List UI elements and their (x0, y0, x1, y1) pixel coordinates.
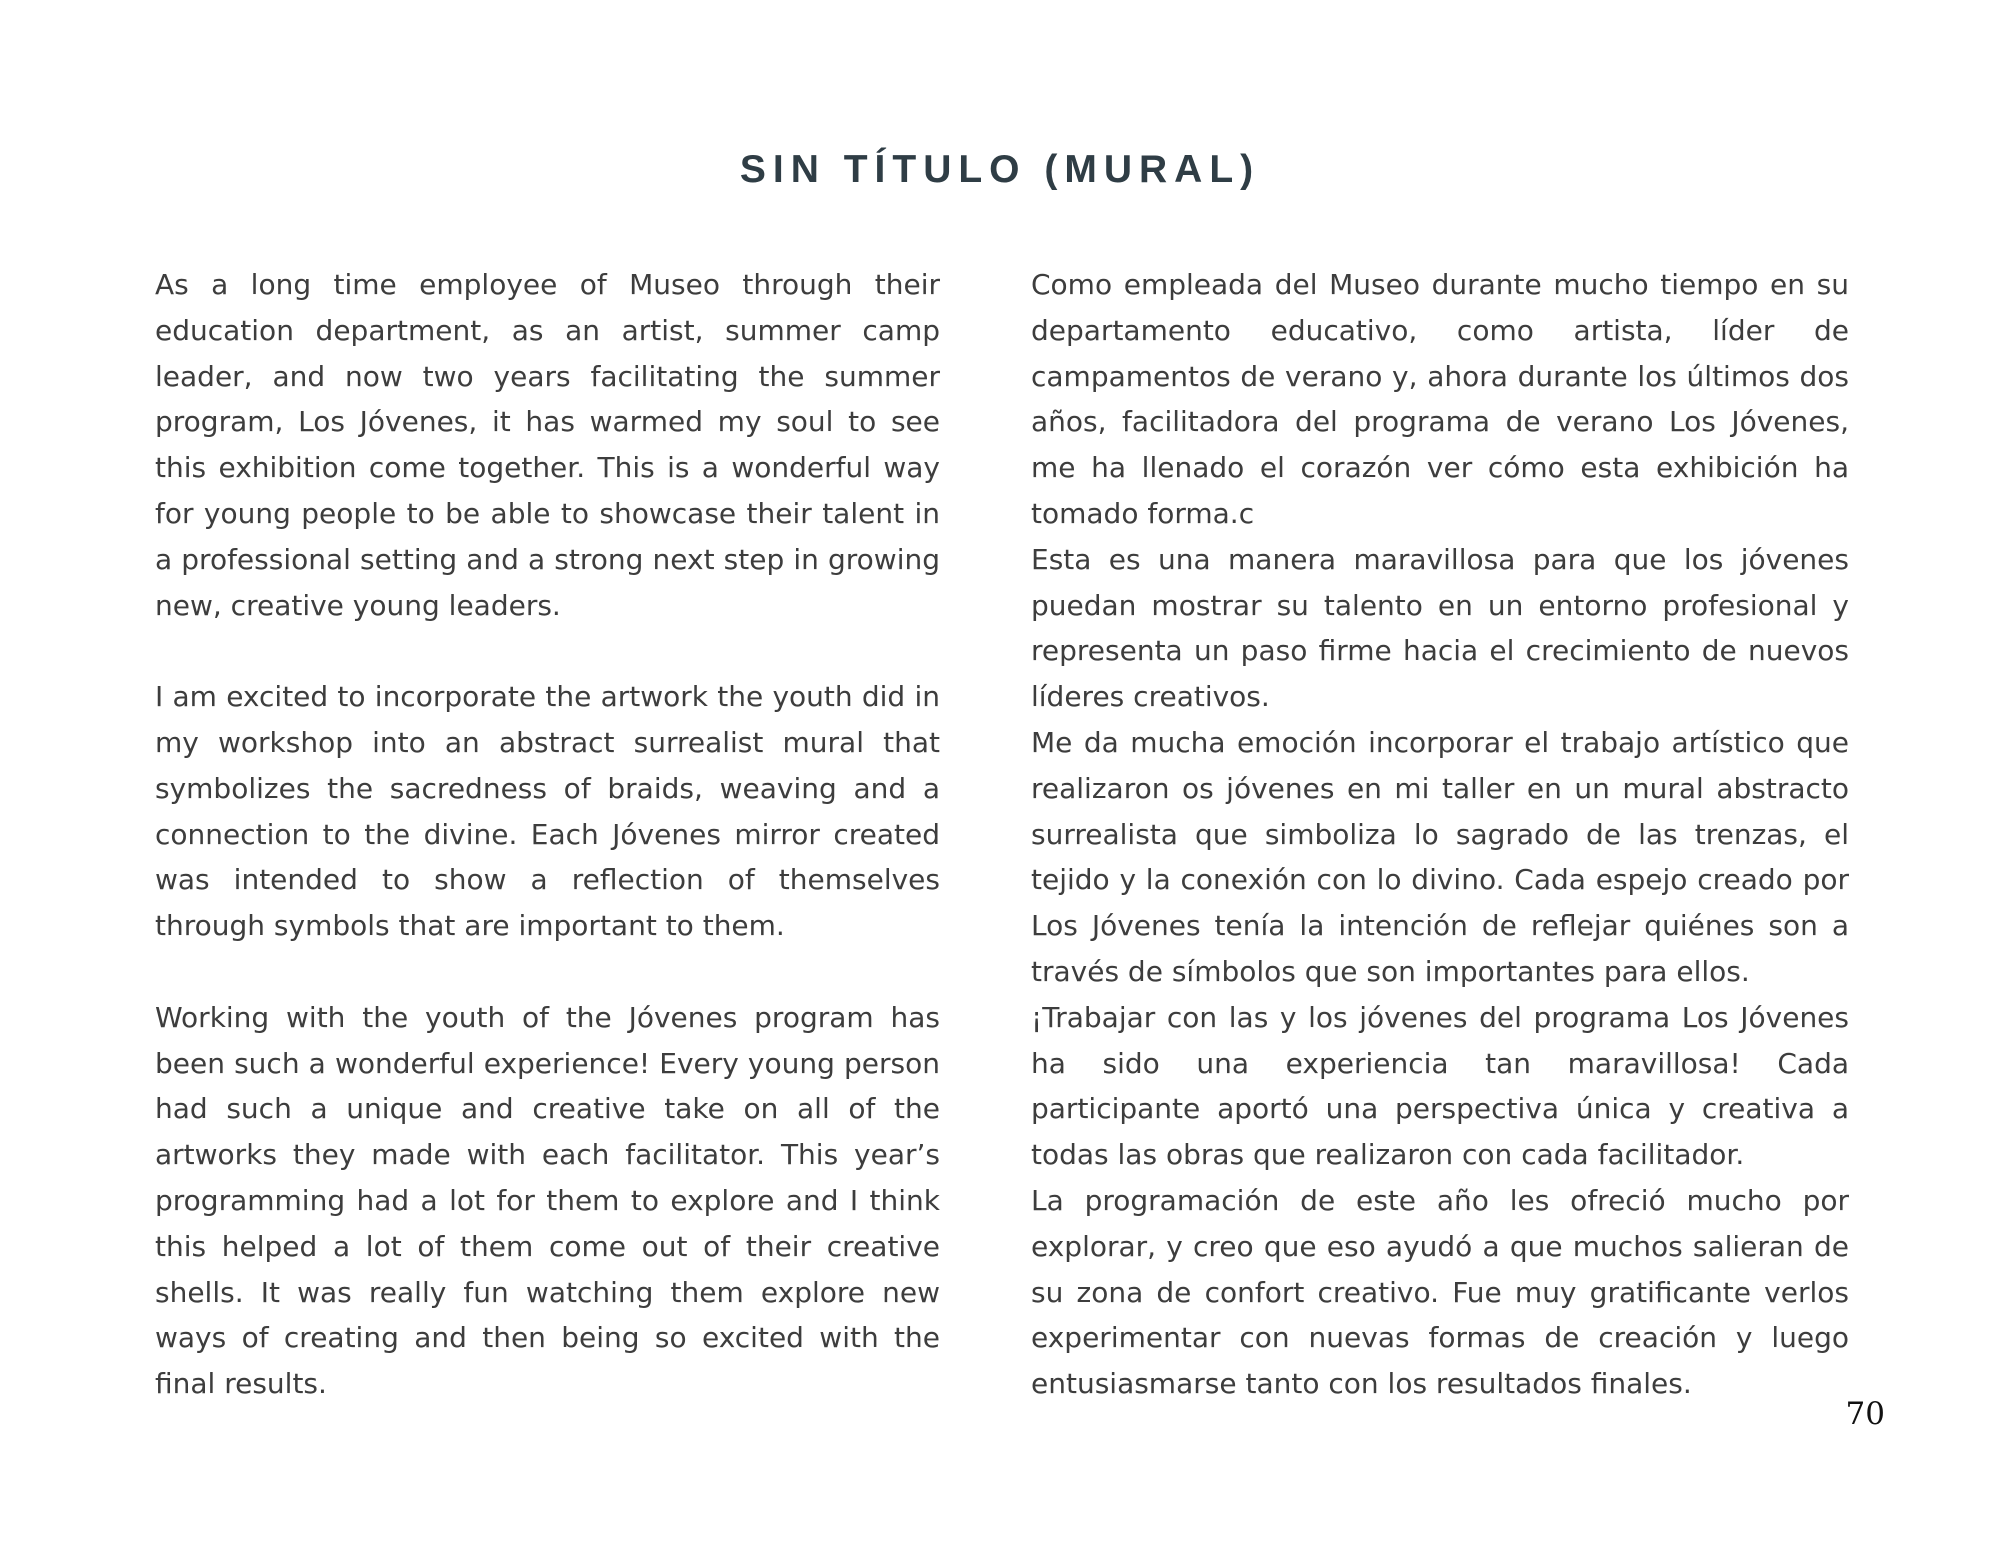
spanish-text-column (1031, 262, 1849, 1407)
english-paragraph-1: As a long time employee of Museo through their education department, as an artist, summer camp leader, and now two years facilitating the summer program, Los Jóvenes, it has warmed my soul to see this exhibition come together. This is a wonderful way for young people to be able to showcase their talent in a professional setting and a strong next step in growing new, creative young leaders. (155, 268, 940, 622)
english-paragraph-3: Working with the youth of the Jóvenes program has been such a wonderful experience! Every young person had such a unique and creative take on all of the artworks they made with each facilitator. This year’s programming had a lot for them to explore and I think this helped a lot of them come out of their creative shells. It was really fun watching them explore new ways of creating and then being so excited with the final results. (155, 1000, 940, 1401)
spanish-paragraph-5: La programación de este año les ofreció mucho por explorar, y creo que eso ayudó a que muchos salieran de su zona de confort creativo. Fue muy gratificante verlos experimentar con nuevas formas de creación y luego entusiasmarse tanto con los resultados finales. (1031, 1183, 1849, 1401)
spanish-paragraph-1: Como empleada del Museo durante mucho tiempo en su departamento educativo, como artista, líder de campamentos de verano y, ahora durante los últimos dos años, facilitadora del programa de verano Los Jóvenes, me ha llenado el corazón ver cómo esta exhibición ha tomado forma.c (1031, 268, 1849, 530)
english-paragraph-2: I am excited to incorporate the artwork the youth did in my workshop into an abstract surrealist mural that symbolizes the sacredness of braids, weaving and a connection to the divine. Each Jóvenes mirror created was intended to show a reflection of themselves through symbols that are important to them. (155, 680, 940, 943)
spanish-paragraph-2: Esta es una manera maravillosa para que los jóvenes puedan mostrar su talento en un entorno profesional y representa un paso firme hacia el crecimiento de nuevos líderes creativos. (1031, 542, 1849, 714)
english-text-column (155, 262, 940, 1407)
page-title: SIN TÍTULO (MURAL) (739, 148, 1261, 191)
spanish-paragraph-4: ¡Trabajar con las y los jóvenes del programa Los Jóvenes ha sido una experiencia tan maravillosa! Cada participante aportó una perspectiva única y creativa a todas las obras que realizaron con cada facilitador. (1031, 1000, 1849, 1172)
page-number: 70 (1845, 1396, 1885, 1432)
spanish-paragraph-3: Me da mucha emoción incorporar el trabajo artístico que realizaron os jóvenes en mi taller en un mural abstracto surrealista que simboliza lo sagrado de las trenzas, el tejido y la conexión con lo divino. Cada espejo creado por Los Jóvenes tenía la intención de reflejar quiénes son a través de símbolos que son importantes para ellos. (1031, 725, 1849, 988)
